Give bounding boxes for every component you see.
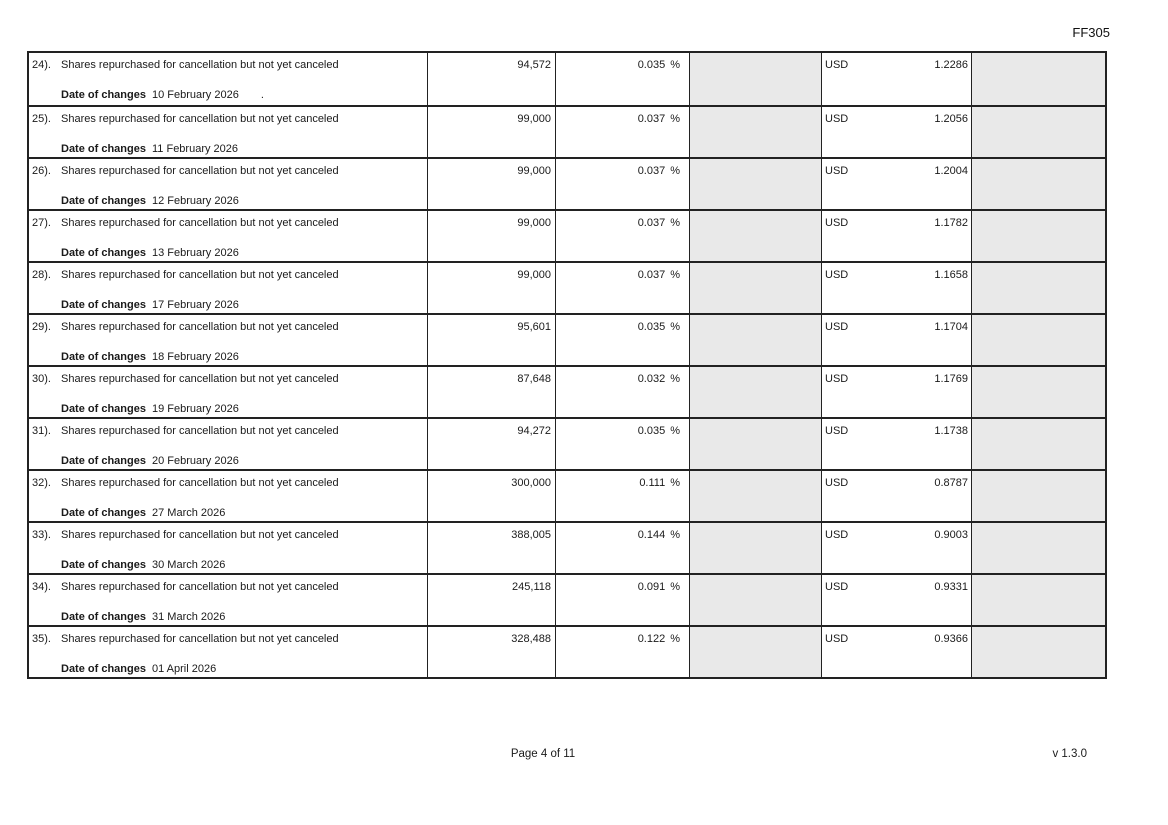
percent-cell [555, 53, 689, 105]
description-line [29, 367, 427, 386]
shares-count: 328,488 [511, 633, 551, 645]
table-row [29, 573, 1105, 625]
shares-count: 99,000 [517, 269, 551, 281]
shaded-cell-2 [971, 471, 1105, 521]
shares-cell [427, 575, 555, 625]
percent-value: 0.037 [637, 269, 666, 281]
date-line [29, 403, 427, 416]
date-of-changes-label: Date of changes [61, 351, 146, 363]
description-cell [29, 627, 427, 677]
shares-table [27, 51, 1107, 679]
price-value: 1.2056 [934, 113, 968, 125]
row-description: Shares repurchased for cancellation but not yet canceled [61, 113, 339, 125]
shares-cell [427, 107, 555, 157]
description-line [29, 575, 427, 594]
percent-cell [555, 263, 689, 313]
currency-code: USD [825, 113, 849, 125]
price-value: 0.9003 [934, 529, 968, 541]
shares-cell [427, 315, 555, 365]
shares-cell [427, 211, 555, 261]
row-description: Shares repurchased for cancellation but not yet canceled [61, 581, 339, 593]
shaded-cell [689, 471, 821, 521]
row-number: 27). [32, 217, 51, 229]
percent-cell [555, 575, 689, 625]
currency-code: USD [825, 321, 849, 333]
date-value: 18 February 2026 [152, 351, 239, 363]
description-cell [29, 315, 427, 365]
date-of-changes-label: Date of changes [61, 507, 146, 519]
date-of-changes-label: Date of changes [61, 455, 146, 467]
description-cell [29, 471, 427, 521]
table-row [29, 365, 1105, 417]
currency-code: USD [825, 165, 849, 177]
table-row [29, 105, 1105, 157]
table-row [29, 625, 1105, 677]
date-of-changes-label: Date of changes [61, 195, 146, 207]
date-line [29, 611, 427, 624]
description-cell [29, 263, 427, 313]
currency-cell [821, 107, 971, 157]
price-value: 1.1769 [934, 373, 968, 385]
percent-sign: % [670, 529, 680, 541]
date-line [29, 299, 427, 312]
description-line [29, 159, 427, 178]
price-value: 0.9331 [934, 581, 968, 593]
currency-code: USD [825, 425, 849, 437]
shares-count: 95,601 [517, 321, 551, 333]
shaded-cell-2 [971, 263, 1105, 313]
shaded-cell [689, 159, 821, 209]
shares-cell [427, 419, 555, 469]
table-row [29, 53, 1105, 105]
percent-sign: % [670, 165, 680, 177]
shaded-cell [689, 575, 821, 625]
date-value: 13 February 2026 [152, 247, 239, 259]
currency-cell [821, 471, 971, 521]
form-code: FF305 [1072, 25, 1110, 40]
shares-cell [427, 471, 555, 521]
percent-cell [555, 419, 689, 469]
percent-sign: % [670, 373, 680, 385]
description-line [29, 211, 427, 230]
description-cell [29, 159, 427, 209]
date-of-changes-label: Date of changes [61, 89, 146, 101]
percent-value: 0.035 [637, 425, 666, 437]
percent-cell [555, 627, 689, 677]
row-description: Shares repurchased for cancellation but not yet canceled [61, 165, 339, 177]
date-value: 19 February 2026 [152, 403, 239, 415]
row-number: 31). [32, 425, 51, 437]
currency-cell [821, 627, 971, 677]
shaded-cell [689, 53, 821, 105]
shaded-cell-2 [971, 367, 1105, 417]
row-description: Shares repurchased for cancellation but not yet canceled [61, 321, 339, 333]
date-value: 11 February 2026 [152, 143, 239, 155]
date-line [29, 89, 427, 102]
percent-value: 0.091 [637, 581, 666, 593]
price-value: 1.1704 [934, 321, 968, 333]
description-line [29, 107, 427, 126]
percent-cell [555, 159, 689, 209]
description-cell [29, 107, 427, 157]
currency-code: USD [825, 633, 849, 645]
date-value: 01 April 2026 [152, 663, 217, 675]
currency-cell [821, 263, 971, 313]
description-cell [29, 419, 427, 469]
shaded-cell [689, 367, 821, 417]
percent-cell [555, 107, 689, 157]
date-value: 27 March 2026 [152, 507, 226, 519]
currency-code: USD [825, 581, 849, 593]
currency-code: USD [825, 217, 849, 229]
row-number: 24). [32, 59, 51, 71]
currency-cell [821, 575, 971, 625]
shaded-cell-2 [971, 107, 1105, 157]
row-number: 32). [32, 477, 51, 489]
percent-sign: % [670, 581, 680, 593]
price-value: 0.9366 [934, 633, 968, 645]
percent-sign: % [670, 269, 680, 281]
row-description: Shares repurchased for cancellation but not yet canceled [61, 217, 339, 229]
shares-cell [427, 159, 555, 209]
description-cell [29, 211, 427, 261]
date-value: 10 February 2026 [152, 89, 239, 101]
percent-sign: % [670, 59, 680, 71]
date-line [29, 247, 427, 260]
shaded-cell [689, 107, 821, 157]
shares-cell [427, 367, 555, 417]
percent-cell [555, 523, 689, 573]
description-line [29, 419, 427, 438]
currency-code: USD [825, 477, 849, 489]
shaded-cell-2 [971, 53, 1105, 105]
percent-value: 0.144 [637, 529, 666, 541]
date-line [29, 507, 427, 520]
shaded-cell-2 [971, 419, 1105, 469]
stray-dot: . [260, 89, 264, 101]
shaded-cell [689, 211, 821, 261]
price-value: 1.2004 [934, 165, 968, 177]
percent-value: 0.037 [637, 113, 666, 125]
row-number: 28). [32, 269, 51, 281]
date-of-changes-label: Date of changes [61, 143, 146, 155]
date-value: 12 February 2026 [152, 195, 239, 207]
row-description: Shares repurchased for cancellation but not yet canceled [61, 529, 339, 541]
price-value: 0.8787 [934, 477, 968, 489]
shaded-cell-2 [971, 211, 1105, 261]
row-number: 26). [32, 165, 51, 177]
currency-cell [821, 419, 971, 469]
percent-value: 0.037 [637, 217, 666, 229]
row-description: Shares repurchased for cancellation but not yet canceled [61, 477, 339, 489]
percent-value: 0.037 [637, 165, 666, 177]
page-number: Page 4 of 11 [510, 748, 576, 760]
date-of-changes-label: Date of changes [61, 247, 146, 259]
percent-value: 0.111 [639, 477, 666, 489]
currency-cell [821, 315, 971, 365]
shares-count: 300,000 [511, 477, 551, 489]
version-label: v 1.3.0 [1052, 748, 1087, 760]
shaded-cell-2 [971, 627, 1105, 677]
description-cell [29, 367, 427, 417]
description-cell [29, 53, 427, 105]
currency-code: USD [825, 373, 849, 385]
row-number: 33). [32, 529, 51, 541]
date-line [29, 455, 427, 468]
table-row [29, 209, 1105, 261]
date-of-changes-label: Date of changes [61, 663, 146, 675]
date-of-changes-label: Date of changes [61, 299, 146, 311]
description-cell [29, 523, 427, 573]
row-number: 30). [32, 373, 51, 385]
shaded-cell-2 [971, 159, 1105, 209]
description-line [29, 315, 427, 334]
row-description: Shares repurchased for cancellation but not yet canceled [61, 425, 339, 437]
price-value: 1.2286 [934, 59, 968, 71]
date-value: 17 February 2026 [152, 299, 239, 311]
row-description: Shares repurchased for cancellation but not yet canceled [61, 269, 339, 281]
table-row [29, 417, 1105, 469]
percent-sign: % [670, 321, 680, 333]
shares-cell [427, 263, 555, 313]
percent-cell [555, 471, 689, 521]
currency-cell [821, 53, 971, 105]
percent-cell [555, 211, 689, 261]
shares-cell [427, 523, 555, 573]
currency-code: USD [825, 59, 849, 71]
percent-value: 0.035 [637, 59, 666, 71]
percent-sign: % [670, 113, 680, 125]
row-description: Shares repurchased for cancellation but not yet canceled [61, 373, 339, 385]
shares-count: 99,000 [517, 165, 551, 177]
percent-value: 0.122 [637, 633, 666, 645]
table-row [29, 521, 1105, 573]
shares-count: 99,000 [517, 113, 551, 125]
price-value: 1.1738 [934, 425, 968, 437]
date-of-changes-label: Date of changes [61, 559, 146, 571]
table-row [29, 469, 1105, 521]
row-description: Shares repurchased for cancellation but not yet canceled [61, 59, 339, 71]
percent-value: 0.035 [637, 321, 666, 333]
date-value: 20 February 2026 [152, 455, 239, 467]
description-cell [29, 575, 427, 625]
date-line [29, 351, 427, 364]
description-line [29, 627, 427, 646]
row-number: 35). [32, 633, 51, 645]
shaded-cell-2 [971, 315, 1105, 365]
date-value: 31 March 2026 [152, 611, 226, 623]
description-line [29, 523, 427, 542]
percent-cell [555, 315, 689, 365]
date-line [29, 663, 427, 676]
shares-cell [427, 53, 555, 105]
percent-sign: % [670, 217, 680, 229]
row-number: 34). [32, 581, 51, 593]
date-line [29, 195, 427, 208]
shares-count: 87,648 [517, 373, 551, 385]
date-line [29, 559, 427, 572]
percent-value: 0.032 [637, 373, 666, 385]
date-value: 30 March 2026 [152, 559, 226, 571]
table-row [29, 261, 1105, 313]
currency-cell [821, 523, 971, 573]
percent-cell [555, 367, 689, 417]
shares-count: 94,272 [517, 425, 551, 437]
shaded-cell [689, 315, 821, 365]
date-of-changes-label: Date of changes [61, 611, 146, 623]
shares-count: 99,000 [517, 217, 551, 229]
shaded-cell-2 [971, 575, 1105, 625]
shares-count: 94,572 [517, 59, 551, 71]
currency-code: USD [825, 269, 849, 281]
shaded-cell [689, 263, 821, 313]
row-number: 25). [32, 113, 51, 125]
table-row [29, 157, 1105, 209]
price-value: 1.1658 [934, 269, 968, 281]
description-line [29, 471, 427, 490]
description-line [29, 53, 427, 72]
shares-cell [427, 627, 555, 677]
currency-cell [821, 159, 971, 209]
shaded-cell [689, 523, 821, 573]
row-description: Shares repurchased for cancellation but not yet canceled [61, 633, 339, 645]
date-of-changes-label: Date of changes [61, 403, 146, 415]
percent-sign: % [670, 633, 680, 645]
shares-count: 245,118 [512, 581, 551, 593]
description-line [29, 263, 427, 282]
date-line [29, 143, 427, 156]
price-value: 1.1782 [934, 217, 968, 229]
currency-cell [821, 367, 971, 417]
shaded-cell [689, 419, 821, 469]
percent-sign: % [670, 477, 680, 489]
shaded-cell-2 [971, 523, 1105, 573]
shares-table-body [29, 53, 1105, 677]
currency-code: USD [825, 529, 849, 541]
currency-cell [821, 211, 971, 261]
shares-count: 388,005 [511, 529, 551, 541]
row-number: 29). [32, 321, 51, 333]
table-row [29, 313, 1105, 365]
percent-sign: % [670, 425, 680, 437]
shaded-cell [689, 627, 821, 677]
